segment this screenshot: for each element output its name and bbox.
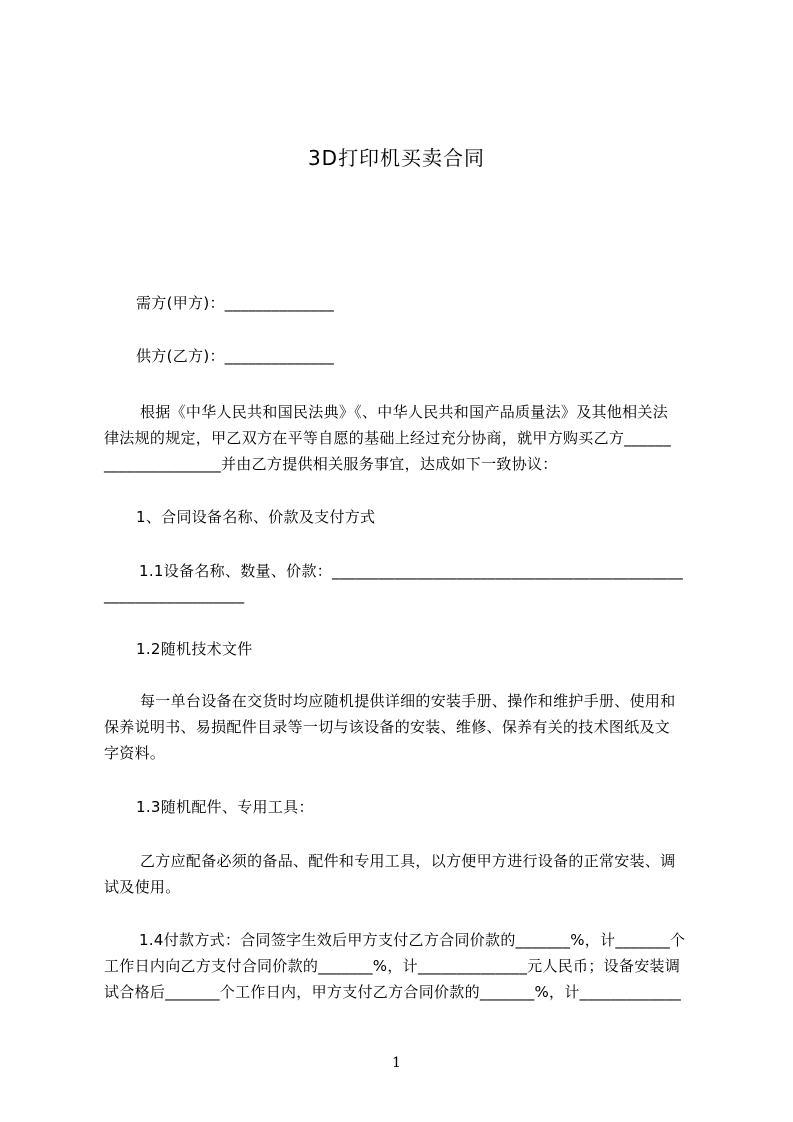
clause-1-3-heading: 1.3随机配件、专用工具： — [136, 798, 314, 816]
clause-1-4-line-3: 试合格后_______个工作日内，甲方支付乙方合同价款的_______%，计_____________ — [104, 983, 682, 1001]
clause-1-2-line-2: 保养说明书、易损配件目录等一切与该设备的安装、维修、保养有关的技术图纸及文 — [104, 718, 671, 736]
page-number: 1 — [392, 1055, 401, 1071]
clause-1-3-line-1: 乙方应配备必须的备品、配件和专用工具，以方便甲方进行设备的正常安装、调 — [140, 852, 676, 870]
clause-1-2-line-3: 字资料。 — [104, 744, 166, 762]
document-title: 3D打印机买卖合同 — [307, 146, 486, 170]
seller-line: 供方(乙方)：______________ — [136, 347, 335, 365]
preamble-line-3: _______________并由乙方提供相关服务事宜，达成如下一致协议： — [104, 455, 558, 473]
preamble-line-1: 根据《中华人民共和国民法典》《、中华人民共和国产品质量法》及其他相关法 — [140, 403, 669, 421]
clause-1-1-line-2: __________________ — [104, 586, 245, 604]
clause-1-4-line-2: 工作日内向乙方支付合同价款的_______%，计______________元人民币；设备安装调 — [104, 957, 681, 975]
clause-1-1-line-1: 1.1设备名称、数量、价款：_____________________________________________ — [139, 562, 684, 580]
clause-1-2-heading: 1.2随机技术文件 — [136, 640, 253, 658]
clause-1-4-line-1: 1.4付款方式：合同签字生效后甲方支付乙方合同价款的_______%，计_______个 — [139, 931, 686, 949]
clause-1-2-line-1: 每一单台设备在交货时均应随机提供详细的安装手册、操作和维护手册、使用和 — [140, 692, 676, 710]
preamble-line-2: 律法规的规定，甲乙双方在平等自愿的基础上经过充分协商，就甲方购买乙方______ — [104, 429, 672, 447]
buyer-line: 需方(甲方)：______________ — [136, 294, 335, 312]
clause-1-3-line-2: 试及使用。 — [104, 878, 181, 896]
section-1-heading: 1、合同设备名称、价款及支付方式 — [136, 508, 376, 526]
